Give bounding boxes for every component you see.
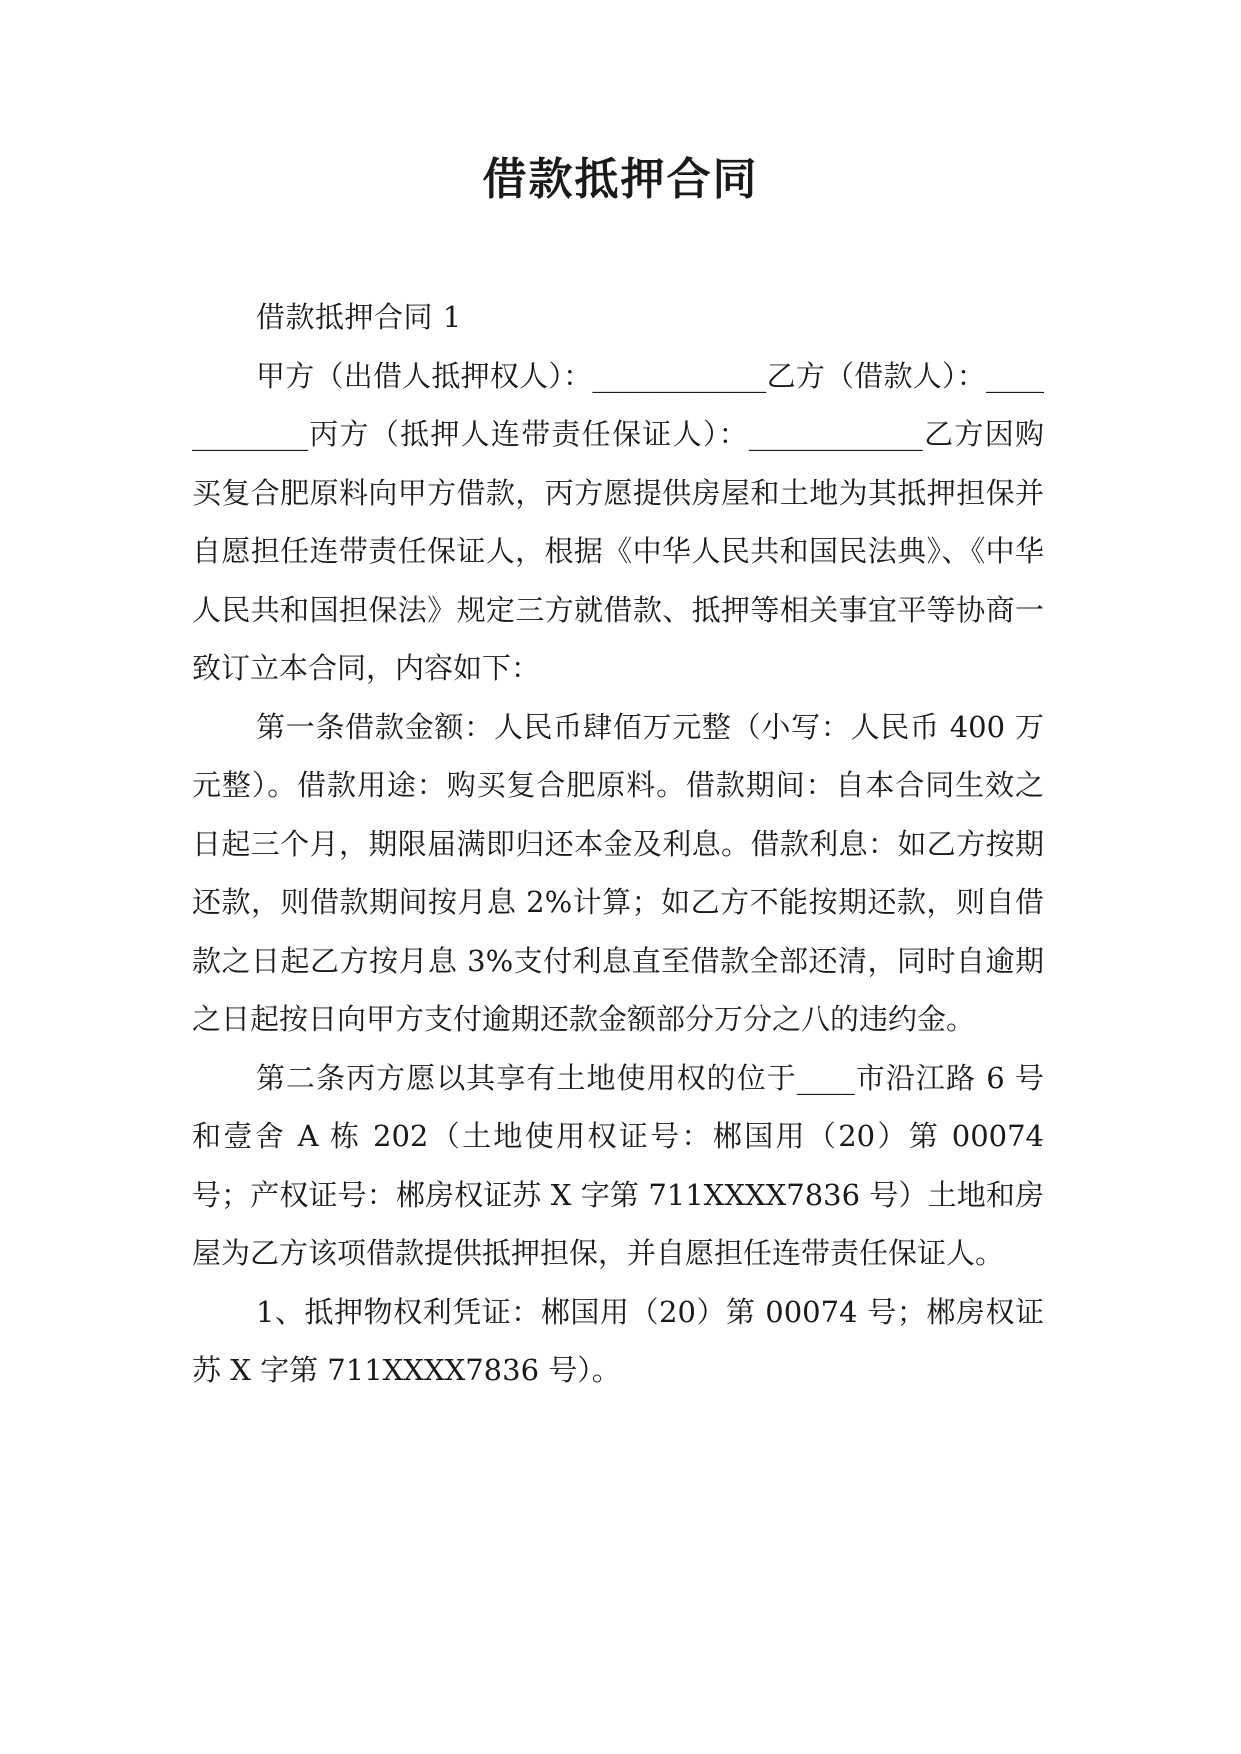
parties-paragraph: 甲方（出借人抵押权人）：____________乙方（借款人）：____________丙方（抵押人连带责任保证人）：____________乙方因购买复合肥原料向甲方借款，丙方愿提供房屋和土地为其抵押担保并自愿担任连带责任保证人，根据《中华人民共和国民法典》、《中华人民共和国担保法》规定三方就借款、抵押等相关事宜平等协商一致订立本合同，内容如下： (192, 358, 1044, 685)
article-one-paragraph: 第一条借款金额：人民币肆佰万元整（小写：人民币 400 万元整）。借款用途：购买复合肥原料。借款期间：自本合同生效之日起三个月，期限届满即归还本金及利息。借款利息：如乙方按期还款，则借款期间按月息 2%计算；如乙方不能按期还款，则自借款之日起乙方按月息 3%支付利息直至借款全部还清，同时自逾期之日起按日向甲方支付逾期还款金额部分万分之八的违约金。 (192, 709, 1044, 1036)
clause-one-paragraph: 1、抵押物权利凭证：郴国用（20）第 00074 号；郴房权证苏 X 字第 711XXXX7836 号）。 (192, 1294, 1044, 1387)
document-title: 借款抵押合同 (482, 154, 759, 205)
contract-subtitle: 借款抵押合同 1 (256, 300, 462, 334)
document-body (192, 288, 1044, 1400)
article-two-paragraph: 第二条丙方愿以其享有土地使用权的位于____市沿江路 6 号和壹舍 A 栋 202（土地使用权证号：郴国用（20）第 00074 号；产权证号：郴房权证苏 X 字第 711XXXX7836 号）土地和房屋为乙方该项借款提供抵押担保，并自愿担任连带责任保证人。 (192, 1060, 1044, 1270)
